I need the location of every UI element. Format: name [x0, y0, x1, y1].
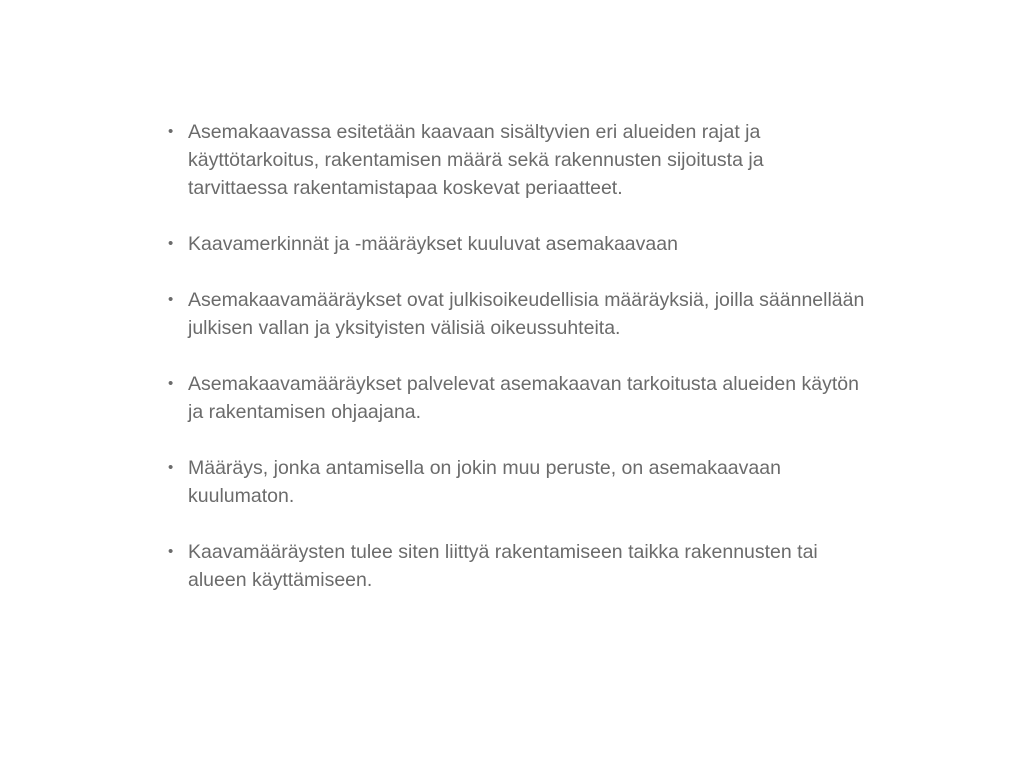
bullet-line: tarvittaessa rakentamistapaa koskevat periaatteet.: [188, 177, 623, 199]
bullet-line: alueen käyttämiseen.: [188, 569, 373, 591]
bullet-icon: •: [168, 291, 174, 308]
bullet-line: Asemakaavamääräykset palvelevat asemakaavan tarkoitusta alueiden käytön: [188, 373, 859, 395]
bullet-item-4: [168, 370, 988, 426]
bullet-line: ja rakentamisen ohjaajana.: [188, 401, 422, 423]
bullet-item-5: [168, 454, 988, 510]
bullet-line: Kaavamerkinnät ja -määräykset kuuluvat asemakaavaan: [188, 233, 678, 255]
bullet-line: Asemakaavamääräykset ovat julkisoikeudellisia määräyksiä, joilla säännellään: [188, 289, 865, 311]
bullet-line: Asemakaavassa esitetään kaavaan sisältyvien eri alueiden rajat ja: [188, 121, 761, 143]
bullet-item-3: [168, 286, 988, 342]
bullet-icon: •: [168, 123, 174, 140]
bullet-item-2: [168, 230, 988, 258]
bullet-icon: •: [168, 543, 174, 560]
bullet-icon: •: [168, 459, 174, 476]
bullet-line: kuulumaton.: [188, 485, 295, 507]
bullet-icon: •: [168, 235, 174, 252]
bullet-item-1: [168, 118, 988, 202]
bullet-list: [168, 118, 988, 594]
bullet-line: julkisen vallan ja yksityisten välisiä oikeussuhteita.: [188, 317, 621, 339]
bullet-item-6: [168, 538, 988, 594]
bullet-icon: •: [168, 375, 174, 392]
bullet-line: käyttötarkoitus, rakentamisen määrä sekä rakennusten sijoitusta ja: [188, 149, 764, 171]
bullet-line: Määräys, jonka antamisella on jokin muu peruste, on asemakaavaan: [188, 457, 781, 479]
bullet-line: Kaavamääräysten tulee siten liittyä rakentamiseen taikka rakennusten tai: [188, 541, 818, 563]
